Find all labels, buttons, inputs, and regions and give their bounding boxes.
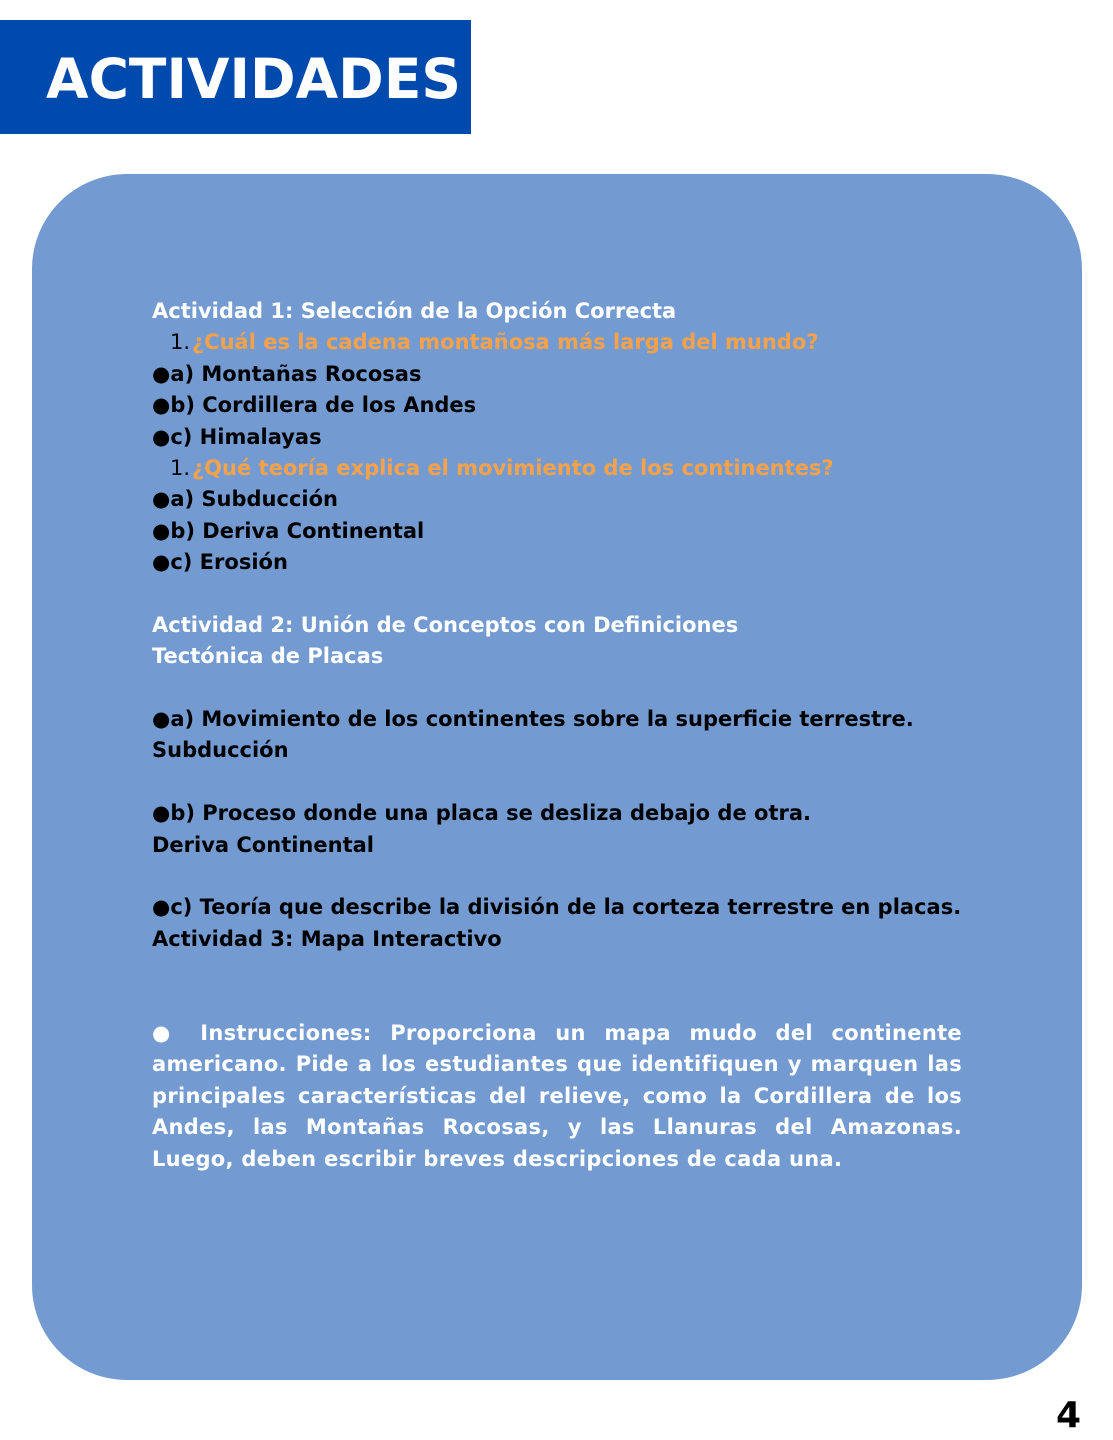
option-label: a) Montañas Rocosas (170, 361, 422, 386)
option-item (152, 422, 962, 453)
option-label: c) Erosión (170, 550, 288, 575)
instructions-text: Instrucciones: Proporciona un mapa mudo del continente americano. Pide a los estudiantes que identifiquen y marquen las principales características del relieve, como la Cordillera de los Andes, las Montañas Rocosas, y las Llanuras del Amazonas. Luego, deben escribir breves descripciones de cada una. (152, 1021, 962, 1171)
question-1-number: 1. (170, 330, 191, 355)
bullet-icon: ● (152, 895, 171, 920)
spacer (152, 861, 962, 892)
bullet-icon: ● (152, 424, 171, 449)
page-title: ACTIVIDADES (46, 47, 461, 111)
question-2-number: 1. (170, 455, 191, 480)
spacer (152, 673, 962, 704)
bullet-icon: ● (152, 518, 171, 543)
concept-deriva: Deriva Continental (152, 832, 374, 857)
activity3-title: Actividad 3: Mapa Interactivo (152, 926, 502, 951)
bullet-icon: ● (152, 487, 171, 512)
question-2-text: ¿Qué teoría explica el movimiento de los continentes? (192, 455, 834, 480)
activity1-title: Actividad 1: Selección de la Opción Correcta (152, 299, 677, 323)
option-item (152, 359, 962, 390)
definition-c (152, 892, 962, 923)
activity2-title: Actividad 2: Unión de Conceptos con Definiciones (152, 612, 739, 637)
option-label: c) Himalayas (170, 424, 322, 449)
concept-tectonica: Tectónica de Placas (152, 644, 384, 669)
option-label: a) Subducción (170, 487, 338, 512)
page-number: 4 (1056, 1395, 1082, 1436)
activities-content (152, 296, 962, 1175)
bullet-icon: ● (152, 1021, 201, 1045)
bullet-icon: ● (152, 393, 171, 418)
spacer (152, 579, 962, 610)
definition-b-text: b) Proceso donde una placa se desliza debajo de otra. (170, 801, 811, 826)
concept-subduccion: Subducción (152, 738, 289, 763)
option-label: b) Deriva Continental (170, 518, 425, 543)
option-item (152, 516, 962, 547)
bullet-icon: ● (152, 801, 171, 826)
definition-a-text: a) Movimiento de los continentes sobre la superficie terrestre. (170, 707, 914, 732)
bullet-icon: ● (152, 361, 171, 386)
option-item (152, 390, 962, 421)
activity3-instructions (152, 1018, 962, 1175)
option-label: b) Cordillera de los Andes (170, 393, 477, 418)
question-2 (152, 453, 962, 484)
option-item (152, 547, 962, 578)
question-1-text: ¿Cuál es la cadena montañosa más larga del mundo? (192, 330, 819, 355)
question-1 (152, 327, 962, 358)
definition-b (152, 798, 962, 829)
definition-a (152, 704, 962, 735)
bullet-icon: ● (152, 707, 171, 732)
spacer (152, 767, 962, 798)
option-item (152, 484, 962, 515)
bullet-icon: ● (152, 550, 171, 575)
definition-c-text: c) Teoría que describe la división de la corteza terrestre en placas. (170, 895, 962, 920)
spacer (152, 955, 962, 1018)
